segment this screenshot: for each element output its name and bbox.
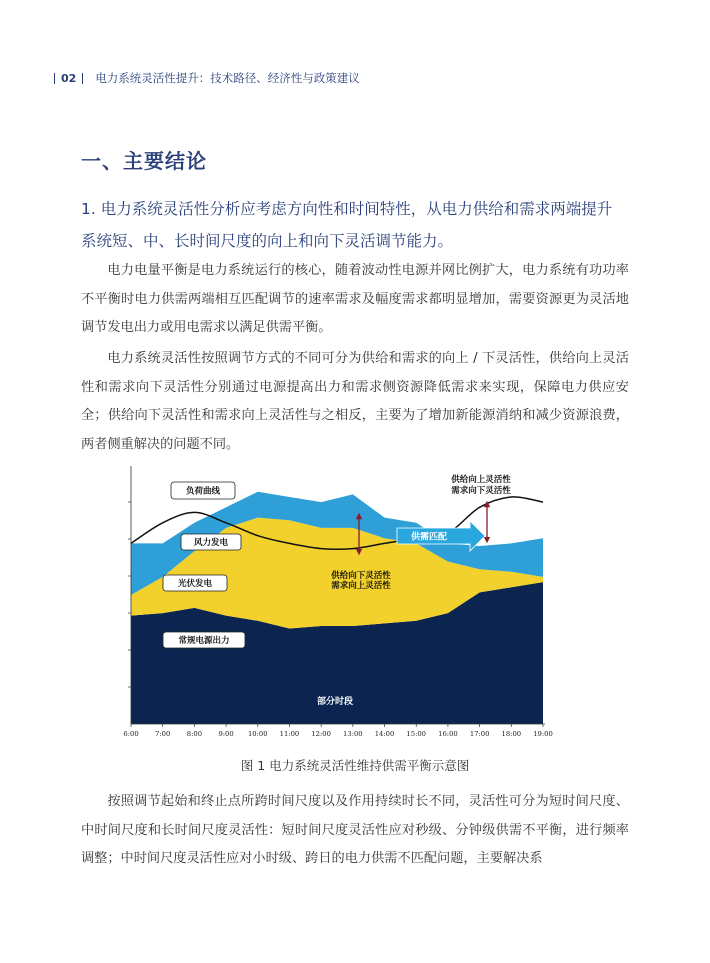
paragraph-1: 电力电量平衡是电力系统运行的核心，随着波动性电源并网比例扩大，电力系统有功功率不平衡时电力供需两端相互匹配调节的速率需求及幅度需求都明显增加，需要资源更为灵活地调节发电出力或用电需求以满足供需平衡。 [81,263,629,335]
header-divider-right [82,73,83,84]
svg-text:风力发电: 风力发电 [193,538,229,548]
x-tick-label: 19:00 [533,730,553,738]
x-tick-label: 10:00 [247,730,268,738]
down-flex-label-2: 需求向上灵活性 [331,581,391,591]
x-tick-label: 14:00 [374,730,395,738]
label-wind [181,534,241,550]
label-load-curve [171,482,235,499]
x-tick-label: 13:00 [343,730,363,738]
svg-text:常规电源出力: 常规电源出力 [178,636,230,646]
subsection-title: 1. 电力系统灵活性分析应考虑方向性和时间特性，从电力供给和需求两端提升系统短、中、长时间尺度的向上和向下灵活调节能力。 [81,200,613,250]
page-number: 02 [61,71,77,85]
figure-caption: 图 1 电力系统灵活性维持供需平衡示意图 [240,758,470,773]
x-tick-label: 9:00 [218,730,234,738]
x-tick-label: 16:00 [438,730,458,738]
label-solar [163,575,227,591]
up-flex-label-2: 需求向下灵活性 [451,486,511,496]
x-tick-label: 12:00 [311,730,331,738]
down-flex-label-1: 供给向下灵活性 [331,571,391,581]
running-title: 电力系统灵活性提升：技术路径、经济性与政策建议 [95,71,360,85]
x-tick-label: 17:00 [469,730,490,738]
x-tick-label: 8:00 [186,730,203,738]
section-title: 一、主要结论 [81,149,207,173]
x-tick-label: 6:00 [123,730,139,738]
page-header [54,70,360,86]
svg-text:供需匹配: 供需匹配 [410,532,448,543]
svg-text:光伏发电: 光伏发电 [177,579,213,589]
flexibility-chart [125,466,555,742]
label-period: 部分时段 [316,697,354,707]
x-tick-label: 7:00 [155,730,171,738]
label-conventional [163,632,245,648]
x-tick-label: 11:00 [279,730,300,738]
figure-1 [125,466,555,742]
paragraph-3: 按照调节起始和终止点所跨时间尺度以及作用持续时长不同，灵活性可分为短时间尺度、中时间尺度和长时间尺度灵活性：短时间尺度灵活性应对秒级、分钟级供需不平衡，进行频率调整；中时间尺度灵活性应对小时级、跨日的电力供需不匹配问题，主要解决系 [81,794,629,866]
paragraph-2: 电力系统灵活性按照调节方式的不同可分为供给和需求的向上 / 下灵活性，供给向上灵活性和需求向下灵活性分别通过电源提高出力和需求侧资源降低需求来实现，保障电力供应安全；供给向下灵活性和需求向上灵活性与之相反，主要为了增加新能源消纳和减少资源浪费，两者侧重解决的问题不同。 [81,351,629,452]
header-divider-left [54,73,55,84]
svg-text:负荷曲线: 负荷曲线 [185,486,221,497]
up-flex-label-1: 供给向上灵活性 [451,475,511,485]
x-tick-label: 18:00 [501,730,522,738]
x-tick-label: 15:00 [406,730,427,738]
